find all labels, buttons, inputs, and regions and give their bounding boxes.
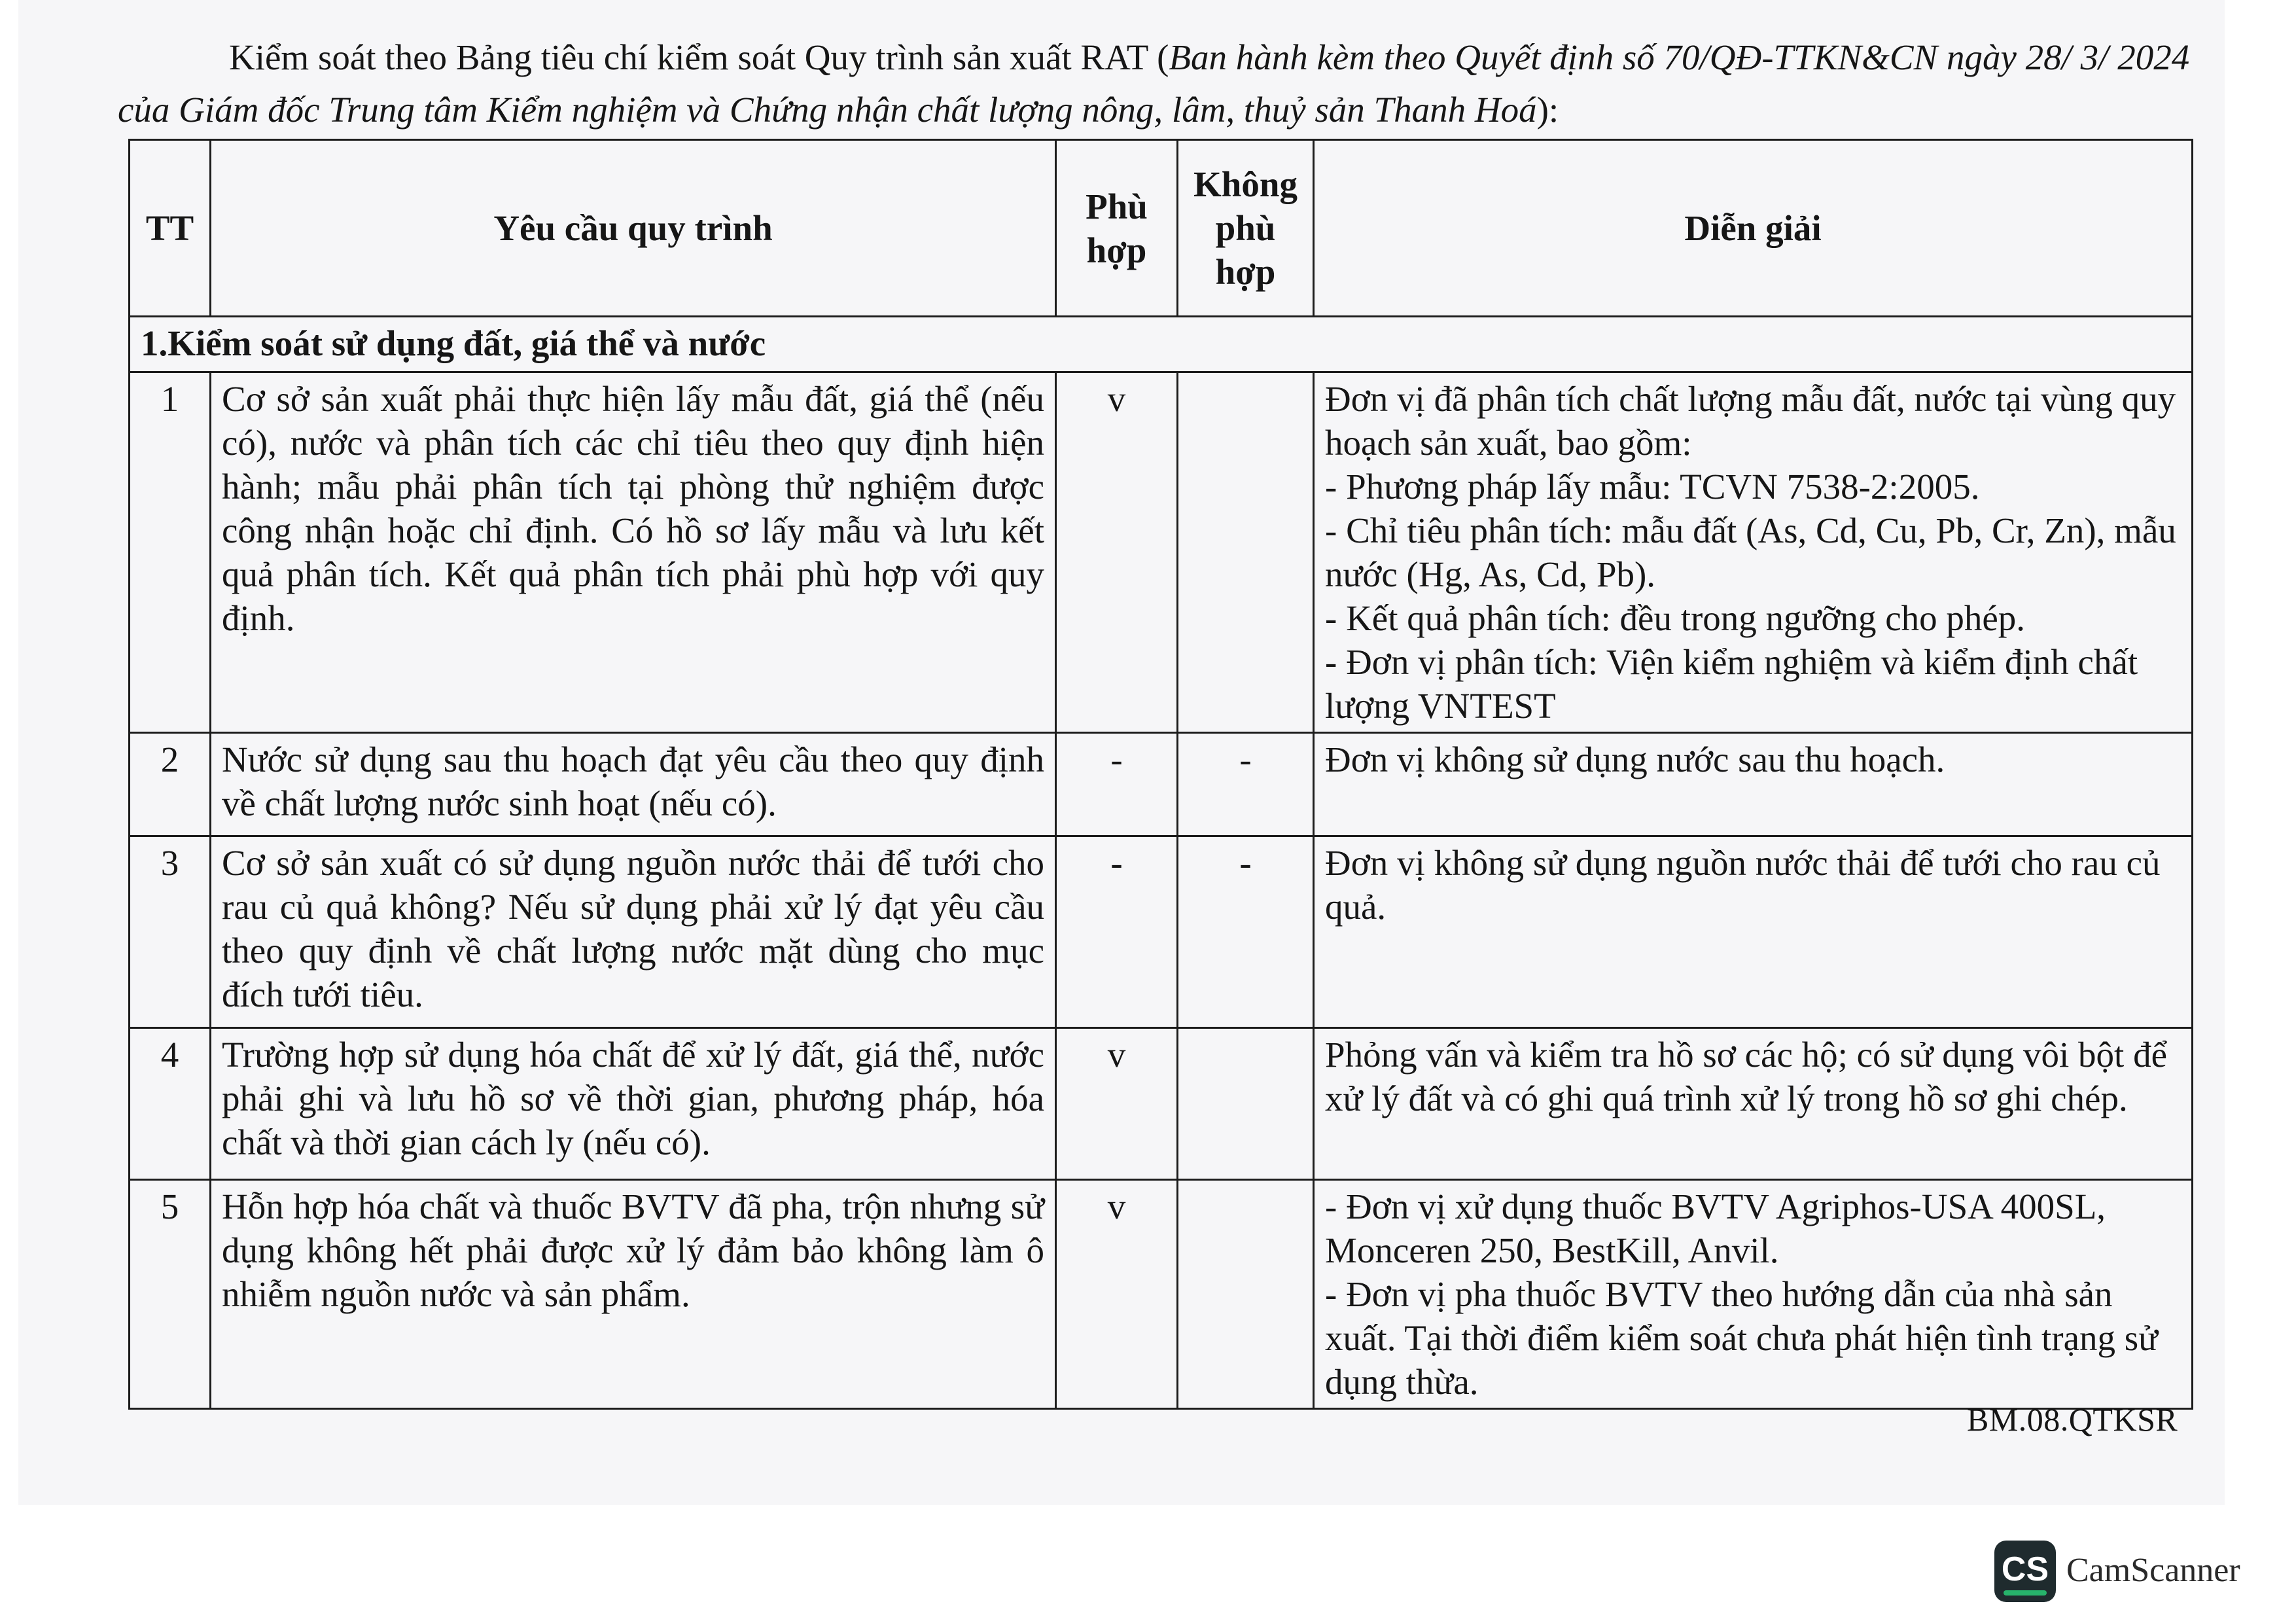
compliant-mark: v	[1056, 372, 1178, 733]
noncompliant-mark: -	[1178, 733, 1314, 836]
header-requirement: Yêu cầu quy trình	[211, 140, 1056, 317]
noncompliant-mark	[1178, 1180, 1314, 1409]
table-row	[130, 372, 2193, 733]
noncompliant-mark	[1178, 1028, 1314, 1180]
explanation-cell	[1314, 372, 2193, 733]
header-noncompliant: Không phù hợp	[1178, 140, 1314, 317]
noncompliant-mark	[1178, 372, 1314, 733]
intro-tail: ):	[1536, 90, 1559, 130]
criteria-table	[128, 139, 2193, 1410]
explanation-line: - Phương pháp lấy mẫu: TCVN 7538-2:2005.	[1325, 467, 1980, 507]
intro-italic-reference: Ban hành kèm theo Quyết định số 70/QĐ-TTKN&CN ngày 28/ 3/ 2024 của Giám đốc Trung tâm Kiểm nghiệm và Chứng nhận chất lượng nông, lâm, thuỷ sản Thanh Hoá	[118, 37, 2190, 130]
explanation-line: - Đơn vị phân tích: Viện kiểm nghiệm và kiểm định chất lượng VNTEST	[1325, 642, 2138, 726]
explanation-line: Phỏng vấn và kiểm tra hồ sơ các hộ; có sử dụng vôi bột để xử lý đất và có ghi quá trình xử lý trong hồ sơ ghi chép.	[1325, 1035, 2167, 1118]
header-compliant: Phù hợp	[1056, 140, 1178, 317]
explanation-cell	[1314, 733, 2193, 836]
row-number: 4	[130, 1028, 211, 1180]
explanation-line: - Chỉ tiêu phân tích: mẫu đất (As, Cd, Cu, Pb, Cr, Zn), mẫu nước (Hg, As, Cd, Pb).	[1325, 510, 2176, 594]
explanation-line: Đơn vị không sử dụng nước sau thu hoạch.	[1325, 740, 1945, 779]
compliant-mark: -	[1056, 733, 1178, 836]
explanation-cell	[1314, 836, 2193, 1028]
explanation-line: Đơn vị đã phân tích chất lượng mẫu đất, nước tại vùng quy hoạch sản xuất, bao gồm:	[1325, 379, 2176, 463]
compliant-mark: v	[1056, 1180, 1178, 1409]
requirement-cell: Hỗn hợp hóa chất và thuốc BVTV đã pha, trộn nhưng sử dụng không hết phải được xử lý đảm bảo không làm ô nhiễm nguồn nước và sản phẩm.	[211, 1180, 1056, 1409]
table-header-row	[130, 140, 2193, 317]
section-row	[130, 317, 2193, 372]
table-row	[130, 836, 2193, 1028]
noncompliant-mark: -	[1178, 836, 1314, 1028]
compliant-mark: v	[1056, 1028, 1178, 1180]
form-code: BM.08.QTKSR	[1967, 1401, 2178, 1438]
requirement-cell: Cơ sở sản xuất phải thực hiện lấy mẫu đất, giá thể (nếu có), nước và phân tích các chỉ tiêu theo quy định hiện hành; mẫu phải phân tích tại phòng thử nghiệm được công nhận hoặc chỉ định. Có hồ sơ lấy mẫu và lưu kết quả phân tích. Kết quả phân tích phải phù hợp với quy định.	[211, 372, 1056, 733]
camscanner-wordmark: CamScanner	[2066, 1552, 2240, 1589]
row-number: 3	[130, 836, 211, 1028]
intro-paragraph	[118, 31, 2212, 136]
explanation-cell	[1314, 1028, 2193, 1180]
row-number: 1	[130, 372, 211, 733]
section-title: 1.Kiểm soát sử dụng đất, giá thể và nước	[130, 317, 2193, 372]
requirement-cell: Cơ sở sản xuất có sử dụng nguồn nước thải để tưới cho rau củ quả không? Nếu sử dụng phải xử lý đạt yêu cầu theo quy định về chất lượng nước mặt dùng cho mục đích tưới tiêu.	[211, 836, 1056, 1028]
explanation-line: Đơn vị không sử dụng nguồn nước thải để tưới cho rau củ quả.	[1325, 843, 2161, 927]
table-row	[130, 1180, 2193, 1409]
explanation-line: - Đơn vị xử dụng thuốc BVTV Agriphos-USA 400SL, Monceren 250, BestKill, Anvil.	[1325, 1186, 2106, 1270]
row-number: 2	[130, 733, 211, 836]
header-explanation: Diễn giải	[1314, 140, 2193, 317]
explanation-line: - Kết quả phân tích: đều trong ngưỡng cho phép.	[1325, 598, 2026, 638]
camscanner-logo-icon: CS	[1994, 1541, 2056, 1602]
table-row	[130, 1028, 2193, 1180]
explanation-line: - Đơn vị pha thuốc BVTV theo hướng dẫn của nhà sản xuất. Tại thời điểm kiểm soát chưa phát hiện tình trạng sử dụng thừa.	[1325, 1274, 2158, 1402]
compliant-mark: -	[1056, 836, 1178, 1028]
header-tt: TT	[130, 140, 211, 317]
intro-lead: Kiểm soát theo Bảng tiêu chí kiểm soát Quy trình sản xuất RAT (	[229, 37, 1169, 77]
row-number: 5	[130, 1180, 211, 1409]
explanation-cell	[1314, 1180, 2193, 1409]
requirement-cell: Trường hợp sử dụng hóa chất để xử lý đất, giá thể, nước phải ghi và lưu hồ sơ về thời gian, phương pháp, hóa chất và thời gian cách ly (nếu có).	[211, 1028, 1056, 1180]
requirement-cell: Nước sử dụng sau thu hoạch đạt yêu cầu theo quy định về chất lượng nước sinh hoạt (nếu có).	[211, 733, 1056, 836]
table-row	[130, 733, 2193, 836]
